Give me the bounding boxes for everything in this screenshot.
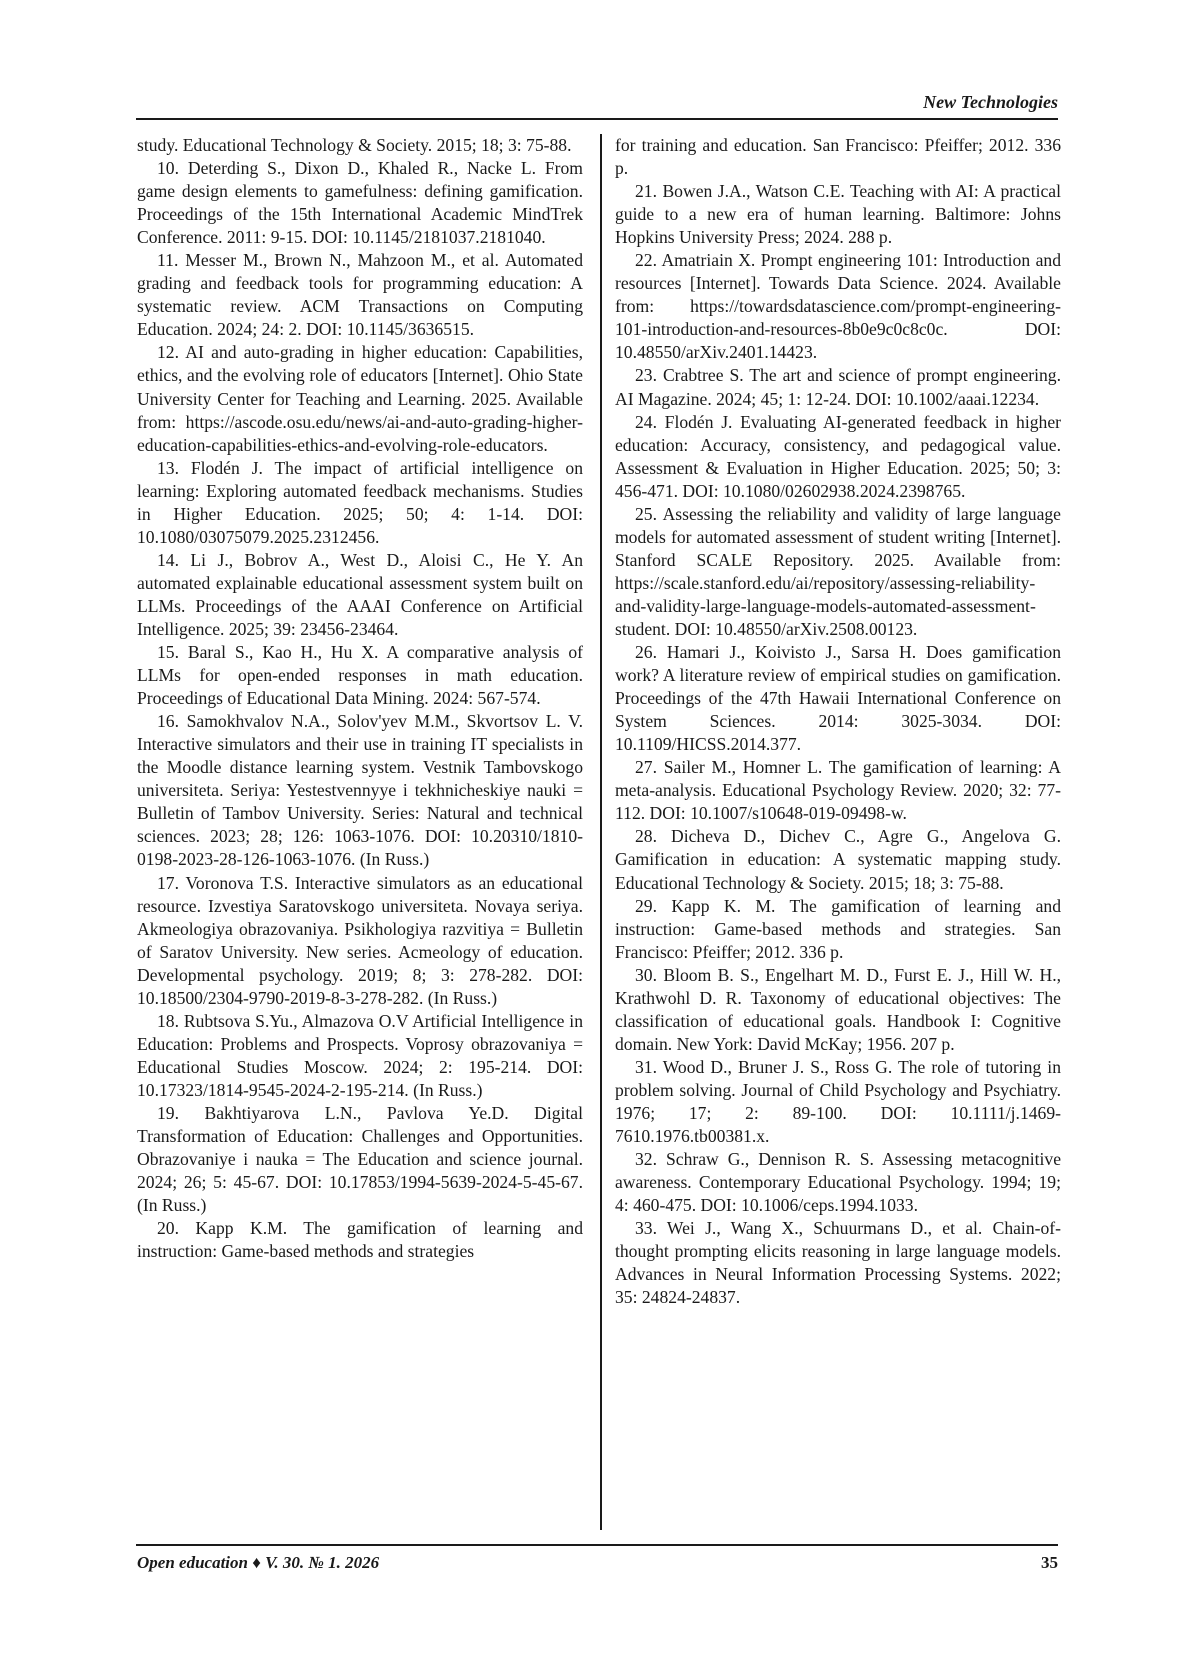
reference-item: 30. Bloom B. S., Engelhart M. D., Furst E. J., Hill W. H., Krathwohl D. R. Taxonomy of educational objectives: The classification of educational goals. Handbook I: Cognitive domain. New York: David McKay; 1956. 207 p. [615, 964, 1061, 1054]
reference-item: 25. Assessing the reliability and validity of large language models for automated assessment of student writing [Internet]. Stanford SCALE Repository. 2025. Available from: https://scale.stanford.edu/ai/repository/assessing-reliability-and-validity-large-language-models-automated-assessment-student. DOI: 10.48550/arXiv.2508.00123. [615, 503, 1061, 639]
reference-item: 10. Deterding S., Dixon D., Khaled R., Nacke L. From game design elements to gamefulness: defining gamification. Proceedings of the 15th International Academic MindTrek Conference. 2011: 9-15. DOI: 10.1145/2181037.2181040. [137, 158, 583, 248]
reference-item: 21. Bowen J.A., Watson C.E. Teaching with AI: A practical guide to a new era of human learning. Baltimore: Johns Hopkins University Press; 2024. 288 p. [615, 181, 1061, 248]
reference-column-right [615, 134, 1061, 1309]
reference-item: 24. Flodén J. Evaluating AI-generated feedback in higher education: Accuracy, consistency, and pedagogical value. Assessment & Evaluation in Higher Education. 2025; 50; 3: 456-471. DOI: 10.1080/02602938.2024.2398765. [615, 411, 1061, 501]
footer-rule [136, 1544, 1058, 1546]
reference-item: 12. AI and auto-grading in higher education: Capabilities, ethics, and the evolving role of educators [Internet]. Ohio State University Center for Teaching and Learning. 2025. Available from: https://ascode.osu.edu/news/ai-and-auto-grading-higher-education-capabilities-ethics-and-evolving-role-educators. [137, 342, 583, 455]
page-number: 35 [1041, 1553, 1058, 1572]
header-rule [136, 118, 1058, 120]
reference-item: 29. Kapp K. M. The gamification of learning and instruction: Game-based methods and strategies. San Francisco: Pfeiffer; 2012. 336 p. [615, 895, 1061, 962]
column-divider [600, 134, 602, 1530]
reference-item: 32. Schraw G., Dennison R. S. Assessing metacognitive awareness. Contemporary Educational Psychology. 1994; 19; 4: 460-475. DOI: 10.1006/ceps.1994.1033. [615, 1149, 1061, 1216]
reference-item: 16. Samokhvalov N.A., Solov'yev M.M., Skvortsov L. V. Interactive simulators and their use in training IT specialists in the Moodle distance learning system. Vestnik Tambovskogo universiteta. Seriya: Yestestvennyye i tekhnicheskiye nauki = Bulletin of Tambov University. Series: Natural and technical sciences. 2023; 28; 126: 1063-1076. DOI: 10.20310/1810-0198-2023-28-126-1063-1076. (In Russ.) [137, 711, 583, 870]
reference-item: 15. Baral S., Kao H., Hu X. A comparative analysis of LLMs for open-ended responses in math education. Proceedings of Educational Data Mining. 2024: 567-574. [137, 642, 583, 709]
reference-item: 13. Flodén J. The impact of artificial intelligence on learning: Exploring automated feedback mechanisms. Studies in Higher Education. 2025; 50; 4: 1-14. DOI: 10.1080/03075079.2025.2312456. [137, 457, 583, 547]
reference-column-left [137, 134, 583, 1263]
reference-item: 28. Dicheva D., Dichev C., Agre G., Angelova G. Gamification in education: A systematic mapping study. Educational Technology & Society. 2015; 18; 3: 75-88. [615, 826, 1061, 893]
diamond-icon: ♦ [252, 1553, 261, 1572]
journal-name: Open education [137, 1553, 248, 1572]
reference-item: 22. Amatriain X. Prompt engineering 101: Introduction and resources [Internet]. Towards Data Science. 2024. Available from: https://towardsdatascience.com/prompt-engineering-101-introduction-and-resources-8b0e9c0c8c0c. DOI: 10.48550/arXiv.2401.14423. [615, 250, 1061, 363]
reference-item: 33. Wei J., Wang X., Schuurmans D., et al. Chain-of-thought prompting elicits reasoning in large language models. Advances in Neural Information Processing Systems. 2022; 35: 24824-24837. [615, 1218, 1061, 1308]
reference-item: 31. Wood D., Bruner J. S., Ross G. The role of tutoring in problem solving. Journal of Child Psychology and Psychiatry. 1976; 17; 2: 89-100. DOI: 10.1111/j.1469-7610.1976.tb00381.x. [615, 1056, 1061, 1147]
reference-item: 14. Li J., Bobrov A., West D., Aloisi C., He Y. An automated explainable educational assessment system built on LLMs. Proceedings of the AAAI Conference on Artificial Intelligence. 2025; 39: 23456-23464. [137, 549, 583, 639]
reference-item: 27. Sailer M., Homner L. The gamification of learning: A meta-analysis. Educational Psychology Review. 2020; 32: 77-112. DOI: 10.1007/s10648-019-09498-w. [615, 757, 1061, 824]
reference-item: study. Educational Technology & Society. 2015; 18; 3: 75-88. [137, 135, 572, 155]
reference-item: 26. Hamari J., Koivisto J., Sarsa H. Does gamification work? A literature review of empirical studies on gamification. Proceedings of the 47th Hawaii International Conference on System Sciences. 2014: 3025-3034. DOI: 10.1109/HICSS.2014.377. [615, 642, 1061, 755]
reference-item: 18. Rubtsova S.Yu., Almazova O.V Artificial Intelligence in Education: Problems and Prospects. Voprosy obrazovaniya = Educational Studies Moscow. 2024; 2: 195-214. DOI: 10.17323/1814-9545-2024-2-195-214. (In Russ.) [137, 1010, 583, 1100]
issue-info: V. 30. № 1. 2026 [265, 1553, 380, 1572]
running-header: New Technologies [923, 92, 1058, 112]
reference-item: 11. Messer M., Brown N., Mahzoon M., et al. Automated grading and feedback tools for programming education: A systematic review. ACM Transactions on Computing Education. 2024; 24: 2. DOI: 10.1145/3636515. [137, 250, 583, 340]
reference-item: for training and education. San Francisco: Pfeiffer; 2012. 336 p. [615, 135, 1061, 179]
reference-item: 17. Voronova T.S. Interactive simulators as an educational resource. Izvestiya Saratovskogo universiteta. Novaya seriya. Akmeologiya obrazovaniya. Psikhologiya razvitiya = Bulletin of Saratov University. New series. Acmeology of education. Developmental psychology. 2019; 8; 3: 278-282. DOI: 10.18500/2304-9790-2019-8-3-278-282. (In Russ.) [137, 872, 583, 1008]
reference-item: 23. Crabtree S. The art and science of prompt engineering. AI Magazine. 2024; 45; 1: 12-24. DOI: 10.1002/aaai.12234. [615, 365, 1061, 409]
reference-item: 20. Kapp K.M. The gamification of learning and instruction: Game-based methods and strategies [137, 1218, 583, 1262]
reference-item: 19. Bakhtiyarova L.N., Pavlova Ye.D. Digital Transformation of Education: Challenges and Opportunities. Obrazovaniye i nauka = The Education and science journal. 2024; 26; 5: 45-67. DOI: 10.17853/1994-5639-2024-5-45-67. (In Russ.) [137, 1102, 583, 1216]
footer-journal [137, 1553, 379, 1573]
